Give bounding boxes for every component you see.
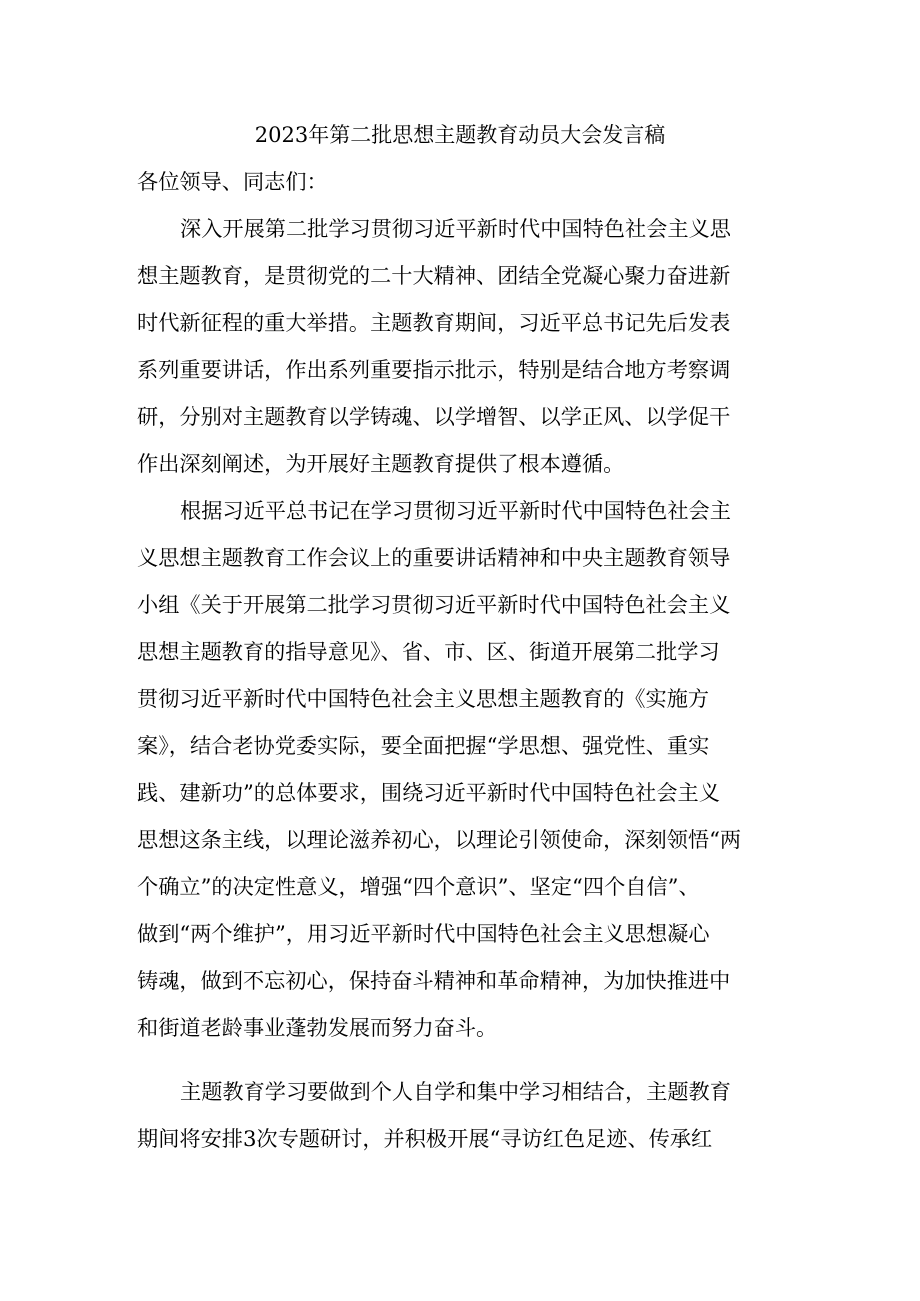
paragraph-1-line-5: 研，分别对主题教育以学铸魂、以学增智、以学正风、以学促干 bbox=[137, 404, 731, 429]
paragraph-1-line-4: 系列重要讲话，作出系列重要指示批示，特别是结合地方考察调 bbox=[137, 357, 731, 382]
paragraph-2-line-2: 义思想主题教育工作会议上的重要讲话精神和中央主题教育领导 bbox=[137, 545, 731, 570]
paragraph-2-line-8: 思想这条主线，以理论滋养初心，以理论引领使命，深刻领悟“两 bbox=[137, 827, 742, 852]
paragraph-3-line-1: 主题教育学习要做到个人自学和集中学习相结合，主题教育 bbox=[180, 1079, 731, 1104]
paragraph-2-line-11: 铸魂，做到不忘初心，保持奋斗精神和革命精神，为加快推进中 bbox=[137, 968, 731, 993]
paragraph-2-line-5: 贯彻习近平新时代中国特色社会主义思想主题教育的《实施方 bbox=[137, 686, 710, 711]
paragraph-1-line-3: 时代新征程的重大举措。主题教育期间，习近平总书记先后发表 bbox=[137, 310, 731, 335]
paragraph-2-line-10: 做到“两个维护”，用习近平新时代中国特色社会主义思想凝心 bbox=[137, 921, 710, 946]
salutation: 各位领导、同志们： bbox=[137, 169, 328, 194]
paragraph-2-line-3: 小组《关于开展第二批学习贯彻习近平新时代中国特色社会主义 bbox=[137, 592, 731, 617]
document-title: 2023年第二批思想主题教育动员大会发言稿 bbox=[254, 123, 666, 147]
paragraph-1-line-6: 作出深刻阐述，为开展好主题教育提供了根本遵循。 bbox=[137, 451, 625, 476]
paragraph-2-line-6: 案》，结合老协党委实际，要全面把握“学思想、强党性、重实 bbox=[137, 733, 710, 758]
paragraph-2-line-1: 根据习近平总书记在学习贯彻习近平新时代中国特色社会主 bbox=[180, 498, 731, 523]
paragraph-2-line-4: 思想主题教育的指导意见》、省、市、区、街道开展第二批学习 bbox=[137, 639, 720, 664]
paragraph-1-line-1: 深入开展第二批学习贯彻习近平新时代中国特色社会主义思 bbox=[180, 216, 731, 241]
paragraph-3-line-2: 期间将安排3次专题研讨，并积极开展“寻访红色足迹、传承红 bbox=[137, 1126, 713, 1151]
paragraph-2-line-9: 个确立”的决定性意义，增强“四个意识”、坚定“四个自信”、 bbox=[137, 874, 700, 899]
paragraph-2-line-12: 和街道老龄事业蓬勃发展而努力奋斗。 bbox=[137, 1015, 498, 1040]
paragraph-1-line-2: 想主题教育，是贯彻党的二十大精神、团结全党凝心聚力奋进新 bbox=[137, 263, 731, 288]
paragraph-2-line-7: 践、建新功”的总体要求，围绕习近平新时代中国特色社会主义 bbox=[137, 780, 720, 805]
